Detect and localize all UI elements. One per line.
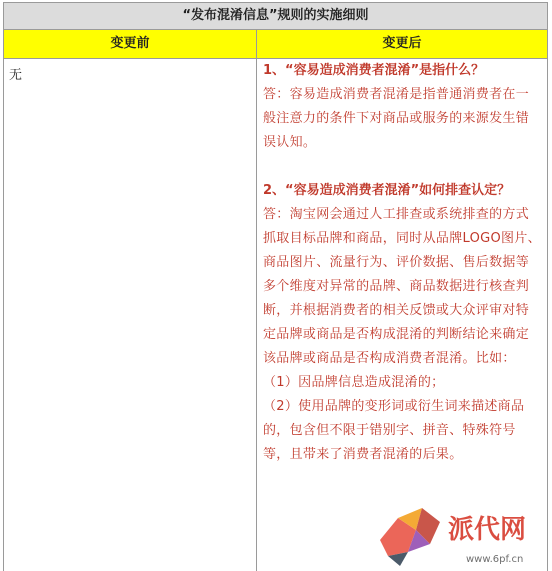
answer-2: 答：淘宝网会通过人工排查或系统排查的方式抓取目标品牌和商品，同时从品牌LOGO图片、商品图片、流量行为、评价数据、售后数据等多个维度对异常的品牌、商品数据进行核查判断，并根据消费者的相关反馈或大众评审对特定品牌或商品是否构成混淆的判断结论来确定该品牌或商品是否构成消费者混淆。比如：	[263, 207, 541, 366]
watermark-url: www.6pf.cn	[466, 554, 524, 565]
watermark-logo-text: 派代网	[448, 515, 527, 545]
answer-1: 答：容易造成消费者混淆是指普通消费者在一般注意力的条件下对商品或服务的来源发生错误认知。	[263, 87, 530, 150]
header-row	[4, 30, 547, 59]
example-item-1: （1）因品牌信息造成混淆的；	[263, 375, 445, 390]
rules-table	[3, 2, 548, 571]
header-after: 变更后	[382, 36, 422, 51]
question-1: 1、“容易造成消费者混淆”是指什么？	[263, 63, 485, 78]
before-cell: 无	[4, 59, 257, 571]
question-2: 2、“容易造成消费者混淆”如何排查认定？	[263, 183, 511, 198]
after-cell	[257, 59, 547, 571]
table-title: “发布混淆信息”规则的实施细则	[4, 3, 547, 30]
watermark-logo	[370, 500, 546, 568]
header-before: 变更前	[4, 30, 257, 58]
content-row	[4, 59, 547, 571]
watermark-emblem-icon	[380, 508, 440, 566]
example-item-2: （2）使用品牌的变形词或衍生词来描述商品的，包含但不限于错别字、拼音、特殊符号等，且带来了消费者混淆的后果。	[263, 399, 525, 462]
